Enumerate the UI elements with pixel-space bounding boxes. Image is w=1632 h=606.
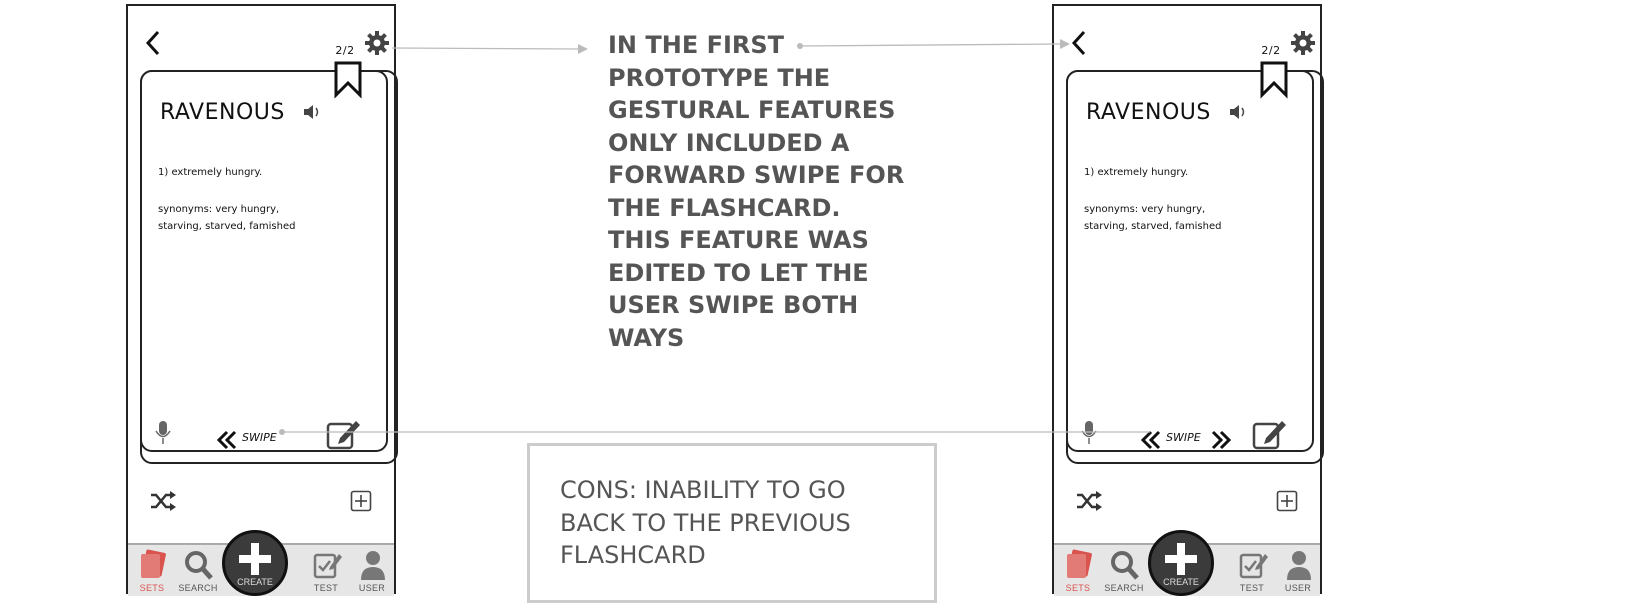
search-icon bbox=[184, 549, 214, 581]
bookmark-icon[interactable] bbox=[334, 61, 362, 99]
create-button[interactable] bbox=[1148, 530, 1214, 596]
cons-callout-box bbox=[527, 443, 937, 603]
cons-text: CONS: INABILITY TO GO BACK TO THE PREVIOUS FLASHCARD bbox=[560, 476, 851, 569]
arrowhead-note bbox=[578, 44, 588, 54]
tab-user-label: USER bbox=[358, 583, 386, 593]
tab-test-label: TEST bbox=[313, 583, 339, 593]
chevron-double-left-icon[interactable] bbox=[1140, 430, 1162, 450]
connector-gear-to-note bbox=[392, 48, 578, 49]
speaker-icon[interactable] bbox=[1228, 102, 1248, 122]
flashcard-word: RAVENOUS bbox=[160, 100, 285, 125]
gear-icon[interactable] bbox=[1290, 30, 1316, 56]
tab-search-label: SEARCH bbox=[178, 583, 218, 593]
chevron-double-left-icon[interactable] bbox=[216, 430, 238, 450]
tab-test[interactable] bbox=[1230, 545, 1274, 596]
edit-icon[interactable] bbox=[1252, 418, 1288, 450]
shuffle-icon[interactable] bbox=[150, 490, 176, 512]
tab-sets-label: SETS bbox=[1065, 583, 1091, 593]
page-count: 2/2 bbox=[1261, 44, 1281, 57]
flashcard-definition: 1) extremely hungry. bbox=[158, 167, 263, 178]
flashcard[interactable] bbox=[140, 70, 388, 452]
back-icon[interactable] bbox=[142, 28, 164, 58]
phone-mockup-original bbox=[126, 4, 396, 594]
plus-icon bbox=[1163, 541, 1199, 577]
flashcard-word: RAVENOUS bbox=[1086, 100, 1211, 125]
tab-search[interactable] bbox=[176, 545, 220, 596]
mic-icon[interactable] bbox=[1080, 420, 1098, 446]
tab-test[interactable] bbox=[304, 545, 348, 596]
book-icon bbox=[1064, 549, 1094, 581]
tab-user-label: USER bbox=[1284, 583, 1312, 593]
user-icon bbox=[358, 549, 388, 581]
chevron-double-right-icon[interactable] bbox=[1210, 430, 1232, 450]
tab-search[interactable] bbox=[1102, 545, 1146, 596]
back-icon[interactable] bbox=[1068, 28, 1090, 58]
speaker-icon[interactable] bbox=[302, 102, 322, 122]
create-label: CREATE bbox=[237, 577, 273, 587]
bookmark-icon[interactable] bbox=[1260, 61, 1288, 99]
page-count: 2/2 bbox=[335, 44, 355, 57]
tab-sets-label: SETS bbox=[139, 583, 165, 593]
flashcard-synonyms: synonyms: very hungry, starving, starved, famished bbox=[1084, 204, 1222, 232]
gear-icon[interactable] bbox=[364, 30, 390, 56]
add-card-icon[interactable] bbox=[350, 490, 372, 512]
tab-search-label: SEARCH bbox=[1104, 583, 1144, 593]
flashcard[interactable] bbox=[1066, 70, 1314, 452]
test-icon bbox=[312, 549, 342, 581]
plus-icon bbox=[237, 541, 273, 577]
test-icon bbox=[1238, 549, 1268, 581]
tab-test-label: TEST bbox=[1239, 583, 1265, 593]
annotation-note: IN THE FIRST PROTOTYPE THE GESTURAL FEATURES ONLY INCLUDED A FORWARD SWIPE FOR THE FLASHCARD. THIS FEATURE WAS EDITED TO LET THE USER SWIPE BOTH WAYS bbox=[608, 31, 905, 352]
swipe-label: SWIPE bbox=[1166, 431, 1201, 444]
create-button[interactable] bbox=[222, 530, 288, 596]
search-icon bbox=[1110, 549, 1140, 581]
flashcard-synonyms: synonyms: very hungry, starving, starved, famished bbox=[158, 204, 296, 232]
tab-user[interactable] bbox=[1276, 545, 1320, 596]
user-icon bbox=[1284, 549, 1314, 581]
create-label: CREATE bbox=[1163, 577, 1199, 587]
book-icon bbox=[138, 549, 168, 581]
flashcard-definition: 1) extremely hungry. bbox=[1084, 167, 1189, 178]
phone-mockup-revised bbox=[1052, 4, 1322, 594]
swipe-label: SWIPE bbox=[242, 431, 277, 444]
add-card-icon[interactable] bbox=[1276, 490, 1298, 512]
tab-sets[interactable] bbox=[130, 545, 174, 596]
tab-sets[interactable] bbox=[1056, 545, 1100, 596]
edit-icon[interactable] bbox=[326, 418, 362, 450]
mic-icon[interactable] bbox=[154, 420, 172, 446]
shuffle-icon[interactable] bbox=[1076, 490, 1102, 512]
tab-user[interactable] bbox=[350, 545, 394, 596]
